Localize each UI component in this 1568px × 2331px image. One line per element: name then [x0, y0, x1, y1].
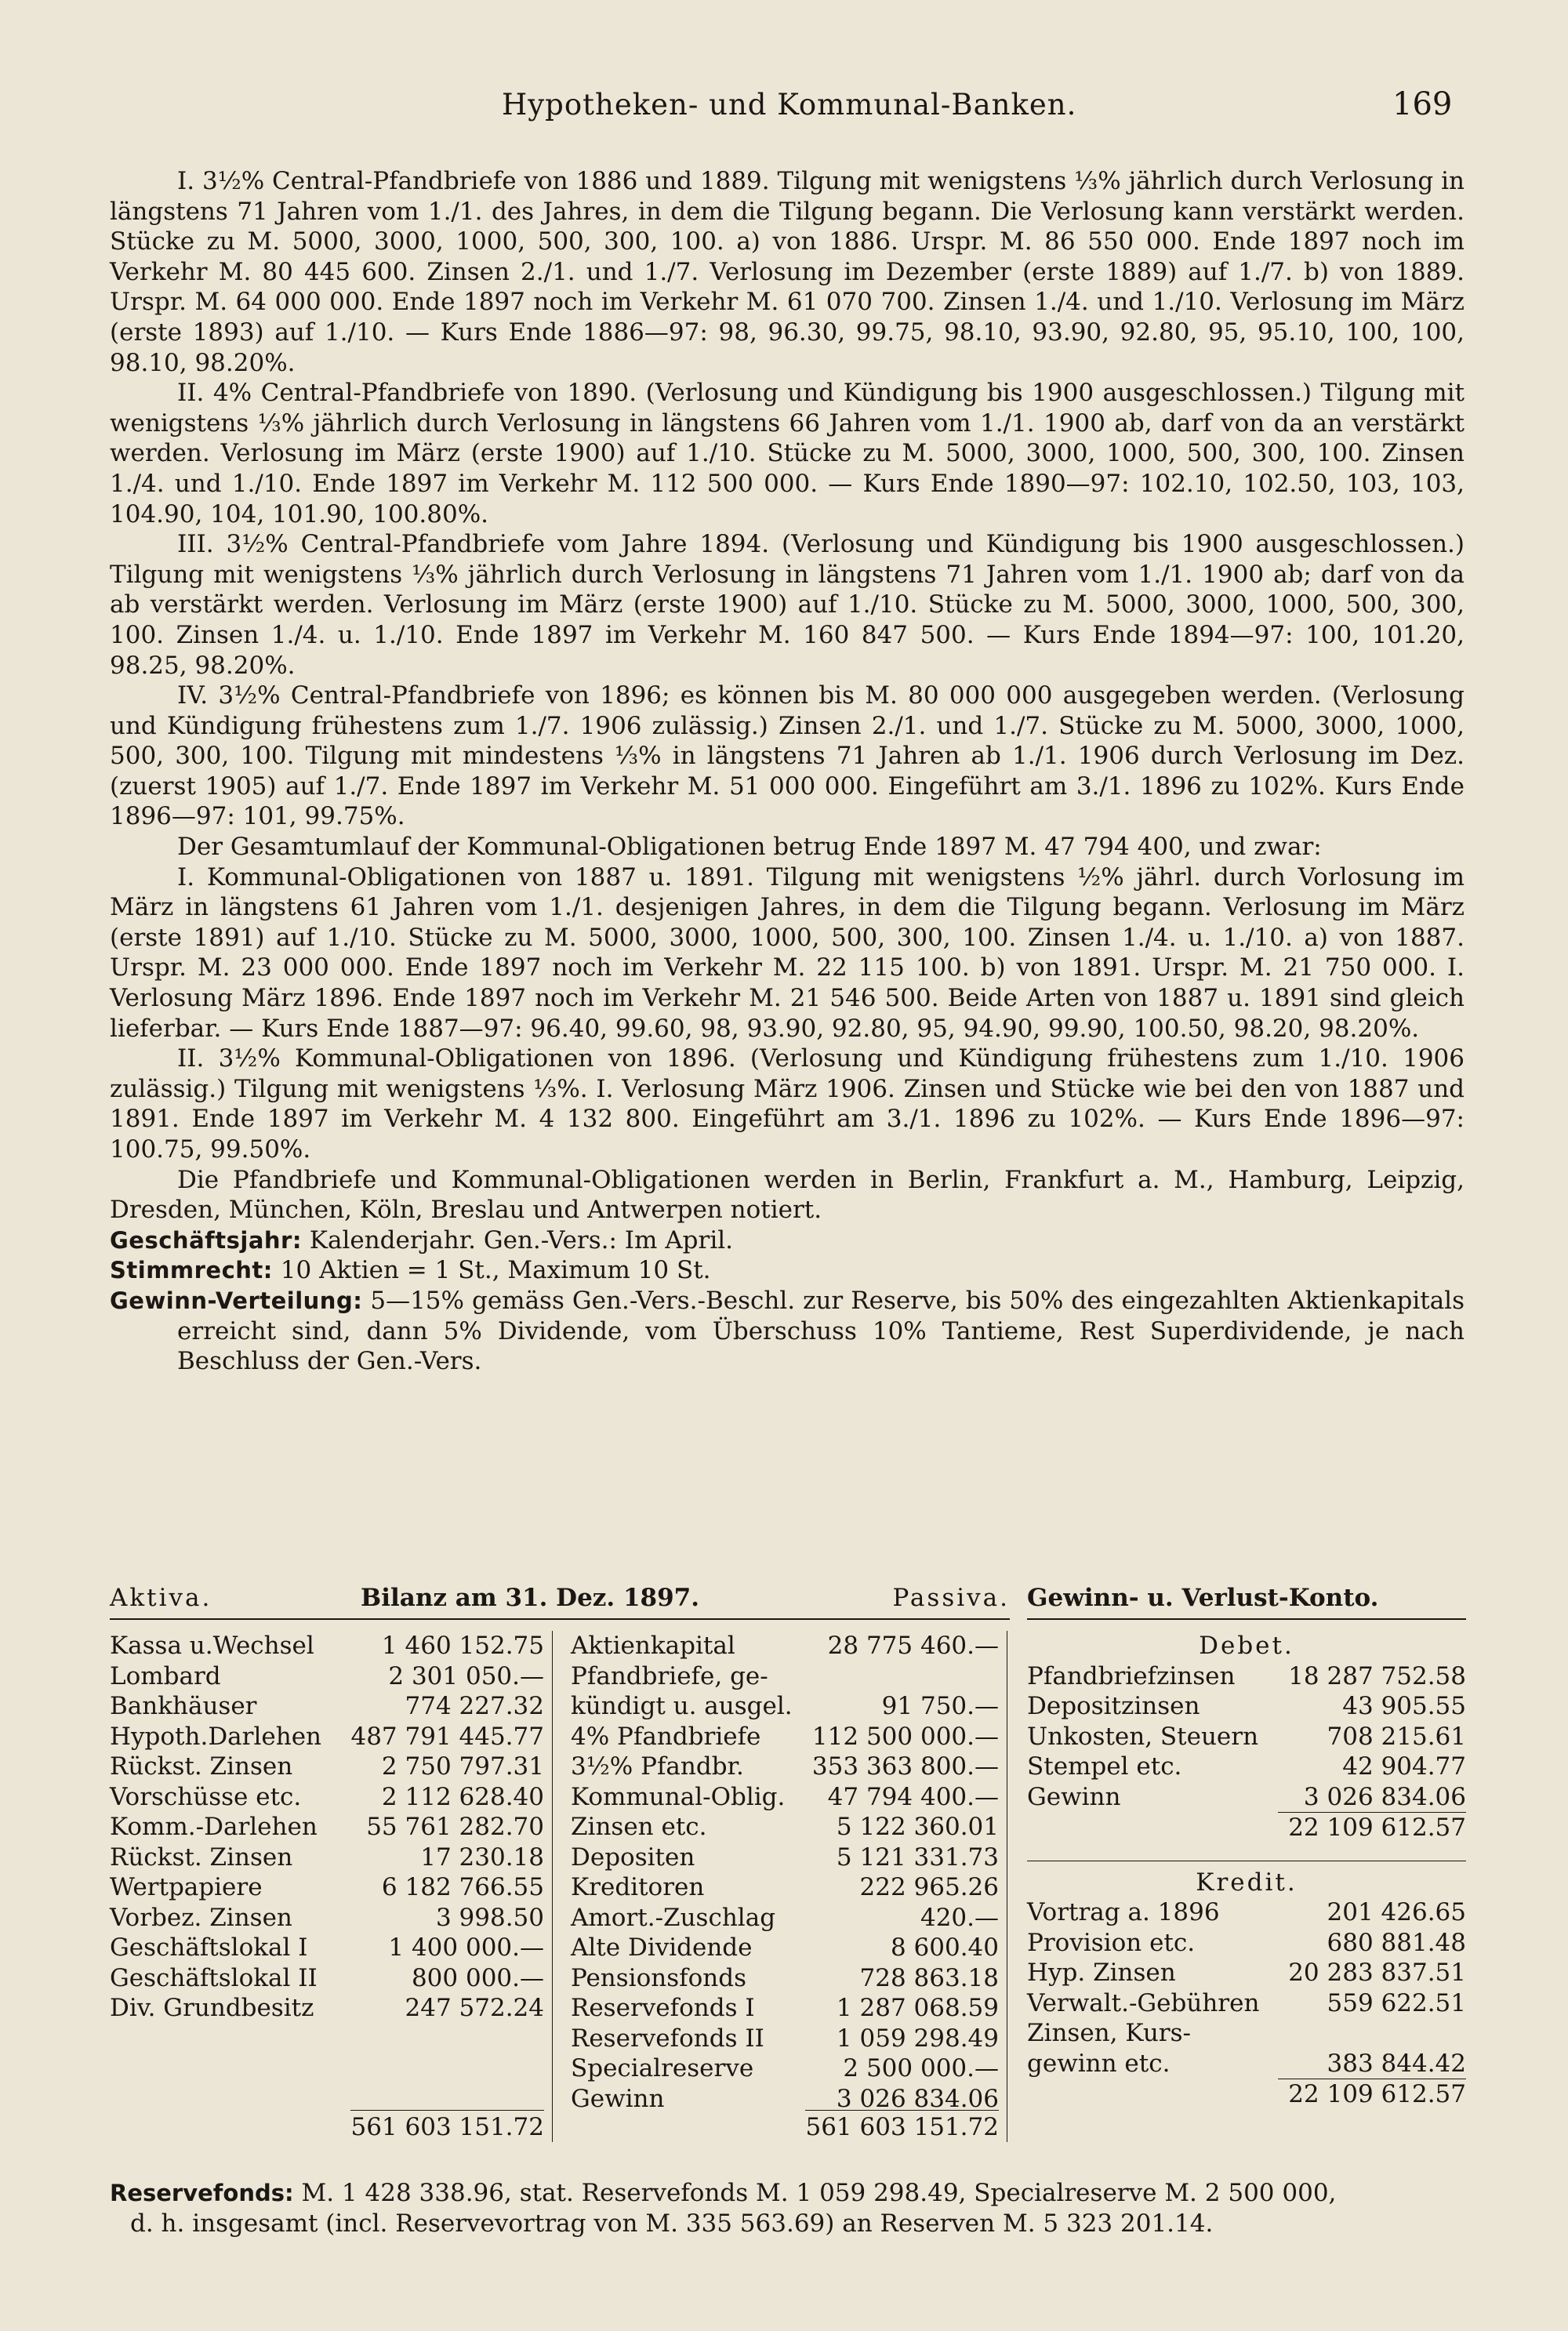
- ledger-value: 8 600.40: [890, 1933, 999, 1962]
- ledger-value: 28 775 460.—: [827, 1632, 999, 1660]
- ledger-value: 3 026 834.06: [836, 2084, 999, 2113]
- ledger-row: [571, 2024, 1007, 2054]
- ledger-label: kündigt u. ausgel.: [571, 1692, 793, 1720]
- ledger-row: [571, 1843, 1007, 1873]
- ledger-label: Zinsen etc.: [571, 1813, 707, 1841]
- ledger-label: Pensionsfonds: [571, 1963, 746, 1992]
- reservefonds-text-2: d. h. insgesamt (incl. Reservevortrag von M. 335 563.69) an Reserven M. 5 323 201.14.: [130, 2209, 1214, 2238]
- ledger-value: 487 791 445.77: [350, 1722, 544, 1751]
- ledger-label: Provision etc.: [1027, 1928, 1196, 1957]
- fact-text: 5—15% gemäss Gen.-Vers.-Beschl. zur Reserve, bis 50% des eingezahlten Aktienkapitals erreicht sind, dann 5% Dividende, vom Überschuss 10% Tantieme, Rest Superdividende, je nach Beschluss der Gen.-Vers.: [177, 1286, 1465, 1376]
- ledger-row: [110, 1843, 552, 1873]
- ledger-value: 420.—: [920, 1903, 999, 1932]
- ledger-value: 42 904.77: [1342, 1752, 1466, 1781]
- ledger-row: [571, 1933, 1007, 1963]
- ledger-value: 91 750.—: [881, 1692, 999, 1720]
- ledger-row: [571, 1722, 1007, 1752]
- profit-loss-account: [1027, 1584, 1466, 2110]
- ledger-label: gewinn etc.: [1027, 2049, 1171, 2078]
- ledger-value: 3 998.50: [435, 1903, 544, 1932]
- ledger-value: 20 283 837.51: [1288, 1959, 1466, 1987]
- ledger-value: 1 400 000.—: [388, 1933, 544, 1962]
- paragraph-central-pfandbriefe-3: III. 3½% Central-Pfandbriefe vom Jahre 1894. (Verlosung und Kündigung bis 1900 ausgeschlossen.) Tilgung mit wenigstens ⅓% jährlich durch Verlosung in längstens 71 Jahren vom 1./1. 1900 ab; darf von da ab verstärkt werden. Verlosung im März (erste 1900) auf 1./10. Stücke zu M. 5000, 3000, 1000, 500, 300, 100. Zinsen 1./4. u. 1./10. Ende 1897 im Verkehr M. 160 847 500. — Kurs Ende 1894—97: 100, 101.20, 98.25, 98.20%.: [110, 530, 1465, 680]
- ledger-row: [110, 1661, 552, 1692]
- ledger-label: 4% Pfandbriefe: [571, 1722, 761, 1751]
- ledger-label: Div. Grundbesitz: [110, 1994, 314, 2022]
- ledger-row: [110, 1782, 552, 1813]
- ledger-label: Geschäftslokal I: [110, 1933, 308, 1962]
- ledger-value: 383 844.42: [1327, 2049, 1466, 2078]
- balance-title-row: [110, 1584, 1010, 1620]
- balance-title: Bilanz am 31. Dez. 1897.: [361, 1584, 700, 1612]
- ledger-value: 6 182 766.55: [381, 1873, 544, 1901]
- ledger-label: Vorschüsse etc.: [110, 1782, 302, 1811]
- aktiva-label: Aktiva.: [110, 1584, 212, 1612]
- ledger-row: [571, 2053, 1007, 2084]
- balance-sheet: [110, 1584, 1010, 2142]
- ledger-row: [1027, 1988, 1466, 2019]
- balance-columns: [110, 1631, 1010, 2142]
- guv-body: [1027, 1631, 1466, 2110]
- fact-text: 10 Aktien = 1 St., Maximum 10 St.: [280, 1256, 711, 1285]
- kredit-label: Kredit.: [1196, 1868, 1298, 1897]
- ledger-label: Lombard: [110, 1661, 221, 1690]
- ledger-row: [110, 1993, 552, 2024]
- ledger-row: [571, 1631, 1007, 1661]
- ledger-label: Vortrag a. 1896: [1027, 1898, 1220, 1926]
- ledger-value: 247 572.24: [405, 1994, 544, 2022]
- ledger-label: Geschäftslokal II: [110, 1963, 318, 1992]
- ledger-value: 1 059 298.49: [836, 2024, 999, 2053]
- fact-label: Geschäftsjahr:: [110, 1226, 302, 1254]
- ledger-row: [571, 1903, 1007, 1933]
- ledger-row: [110, 1631, 552, 1661]
- ledger-label: Kreditoren: [571, 1873, 705, 1901]
- ledger-label: Specialreserve: [571, 2054, 754, 2082]
- paragraph-central-pfandbriefe-1: I. 3½% Central-Pfandbriefe von 1886 und 1889. Tilgung mit wenigstens ⅓% jährlich durch Verlosung in längstens 71 Jahren vom 1./1. des Jahres, in dem die Tilgung begann. Die Verlosung kann verstärkt werden. Stücke zu M. 5000, 3000, 1000, 500, 300, 100. a) von 1886. Urspr. M. 86 550 000. Ende 1897 noch im Verkehr M. 80 445 600. Zinsen 2./1. und 1./7. Verlosung im Dezember (erste 1889) auf 1./7. b) von 1889. Urspr. M. 64 000 000. Ende 1897 noch im Verkehr M. 61 070 700. Zinsen 1./4. und 1./10. Verlosung im März (erste 1893) auf 1./10. — Kurs Ende 1886—97: 98, 96.30, 99.75, 98.10, 93.90, 92.80, 95, 95.10, 100, 100, 98.10, 98.20%.: [110, 167, 1465, 377]
- ledger-label: Depositzinsen: [1027, 1692, 1200, 1720]
- paragraph-central-pfandbriefe-2: II. 4% Central-Pfandbriefe von 1890. (Verlosung und Kündigung bis 1900 ausgeschlossen.) Tilgung mit wenigstens ⅓% jährlich durch Verlosung in längstens 66 Jahren vom 1./1. 1900 ab, darf von da an verstärkt werden. Verlosung im März (erste 1900) auf 1./10. Stücke zu M. 5000, 3000, 1000, 500, 300, 100. Zinsen 1./4. und 1./10. Ende 1897 im Verkehr M. 112 500 000. — Kurs Ende 1890—97: 102.10, 102.50, 103, 103, 104.90, 104, 101.90, 100.80%.: [110, 379, 1465, 528]
- ledger-row: [571, 1993, 1007, 2024]
- ledger-label: Hyp. Zinsen: [1027, 1959, 1176, 1987]
- ledger-value: 5 121 331.73: [836, 1843, 999, 1872]
- ledger-value: 2 112 628.40: [381, 1782, 544, 1811]
- ledger-label: Kommunal-Oblig.: [571, 1782, 786, 1811]
- ledger-value: 17 230.18: [420, 1843, 544, 1872]
- fact-text: Kalenderjahr. Gen.-Vers.: Im April.: [309, 1225, 733, 1254]
- ledger-value: 2 750 797.31: [381, 1752, 544, 1781]
- passiva-column: [571, 1631, 1007, 2142]
- ledger-label: Gewinn: [571, 2084, 665, 2113]
- fact-label: Gewinn-Verteilung:: [110, 1287, 363, 1314]
- ledger-row: [1027, 1958, 1466, 1988]
- ledger-label: Wertpapiere: [110, 1873, 263, 1901]
- ledger-value: 201 426.65: [1327, 1898, 1466, 1926]
- ledger-label: Zinsen, Kurs-: [1027, 2019, 1191, 2047]
- ledger-row: [110, 1812, 552, 1843]
- reservefonds-line-1: [110, 2178, 1465, 2209]
- ledger-row: [110, 1722, 552, 1752]
- ledger-label: Komm.-Darlehen: [110, 1813, 318, 1841]
- ledger-row: [571, 1661, 1007, 1692]
- ledger-row: [110, 1933, 552, 1963]
- passiva-label: Passiva.: [892, 1584, 1010, 1612]
- ledger-row: [571, 1782, 1007, 1813]
- fact-gewinn-verteilung: [110, 1286, 1465, 1377]
- ledger-label: Reservefonds II: [571, 2024, 764, 2053]
- ledger-label: Pfandbriefe, ge-: [571, 1661, 768, 1690]
- ledger-value: 708 215.61: [1327, 1722, 1466, 1751]
- ledger-row: [1027, 1928, 1466, 1959]
- ledger-row: [571, 1812, 1007, 1843]
- ledger-row: [1027, 1691, 1466, 1722]
- ledger-row: [1027, 2049, 1466, 2079]
- ledger-label: Hypoth.Darlehen: [110, 1722, 322, 1751]
- ledger-label: Gewinn: [1027, 1782, 1121, 1811]
- ledger-row: [110, 1691, 552, 1722]
- debet-total: 22 109 612.57: [1278, 1812, 1466, 1843]
- ledger-value: 2 301 050.—: [388, 1661, 544, 1690]
- kredit-total: 22 109 612.57: [1278, 2079, 1466, 2110]
- ledger-value: 18 287 752.58: [1288, 1661, 1466, 1690]
- fact-label: Stimmrecht:: [110, 1257, 273, 1284]
- ledger-value: 1 460 152.75: [381, 1632, 544, 1660]
- passiva-total: 561 603 151.72: [805, 2110, 999, 2142]
- reservefonds-note: [110, 2178, 1465, 2238]
- ledger-row: [110, 1752, 552, 1782]
- ledger-label: Aktienkapital: [571, 1632, 735, 1660]
- ledger-value: 222 965.26: [859, 1873, 999, 1901]
- ledger-label: Unkosten, Steuern: [1027, 1722, 1259, 1751]
- ledger-value: 353 363 800.—: [811, 1752, 999, 1781]
- paragraph-kommunal-2: II. 3½% Kommunal-Obligationen von 1896. (Verlosung und Kündigung frühestens zum 1./10. 1906 zulässig.) Tilgung mit wenigstens ⅓%. I. Verlosung März 1906. Zinsen und Stücke wie bei den von 1887 und 1891. Ende 1897 im Verkehr M. 4 132 800. Eingeführt am 3./1. 1896 zu 102%. — Kurs Ende 1896—97: 100.75, 99.50%.: [110, 1044, 1465, 1164]
- ledger-label: Rückst. Zinsen: [110, 1752, 293, 1781]
- reservefonds-label: Reservefonds:: [110, 2180, 294, 2206]
- ledger-value: 728 863.18: [859, 1963, 999, 1992]
- ledger-value: 55 761 282.70: [366, 1813, 544, 1841]
- ledger-row: [1027, 1661, 1466, 1692]
- paragraph-notierung: Die Pfandbriefe und Kommunal-Obligationen werden in Berlin, Frankfurt a. M., Hamburg, Leipzig, Dresden, München, Köln, Breslau und Antwerpen notiert.: [110, 1165, 1465, 1225]
- guv-title: Gewinn- u. Verlust-Konto.: [1027, 1584, 1379, 1612]
- ledger-label: 3½% Pfandbr.: [571, 1752, 744, 1781]
- body-text: [110, 166, 1465, 1377]
- guv-title-row: [1027, 1584, 1466, 1620]
- ledger-value: 43 905.55: [1342, 1692, 1466, 1720]
- ledger-label: Kassa u.Wechsel: [110, 1632, 314, 1660]
- page-number: 169: [1392, 86, 1453, 122]
- ledger-label: Reservefonds I: [571, 1994, 755, 2022]
- ledger-row: [1027, 1782, 1466, 1813]
- ledger-row: [110, 1903, 552, 1933]
- ledger-label: Alte Dividende: [571, 1933, 753, 1962]
- ledger-value: 3 026 834.06: [1303, 1782, 1466, 1811]
- ledger-value: 1 287 068.59: [836, 1994, 999, 2022]
- ledger-row: [571, 1872, 1007, 1903]
- ledger-value: 2 500 000.—: [843, 2054, 999, 2082]
- ledger-value: 680 881.48: [1327, 1928, 1466, 1957]
- kredit-rows: [1027, 1897, 1466, 2079]
- ledger-value: 47 794 400.—: [827, 1782, 999, 1811]
- running-title: Hypotheken- und Kommunal-Banken.: [502, 88, 1077, 122]
- ledger-row: [1027, 1752, 1466, 1782]
- ledger-value: 5 122 360.01: [836, 1813, 999, 1841]
- ledger-label: Vorbez. Zinsen: [110, 1903, 292, 1932]
- ledger-value: 800 000.—: [411, 1963, 544, 1992]
- ledger-row: [110, 1872, 552, 1903]
- ledger-row: [1027, 1897, 1466, 1928]
- ledger-label: Stempel etc.: [1027, 1752, 1182, 1781]
- ledger-row: [110, 1963, 552, 1994]
- reservefonds-text-1: M. 1 428 338.96, stat. Reservefonds M. 1 059 298.49, Specialreserve M. 2 500 000,: [301, 2179, 1337, 2207]
- fact-stimmrecht: [110, 1255, 1465, 1286]
- debet-rows: [1027, 1661, 1466, 1813]
- ledger-value: [999, 1661, 1007, 1692]
- aktiva-column: [110, 1631, 553, 2142]
- ledger-label: Amort.-Zuschlag: [571, 1903, 776, 1932]
- ledger-row: [1027, 2018, 1466, 2049]
- ledger-label: Depositen: [571, 1843, 695, 1872]
- ledger-row: [571, 1752, 1007, 1782]
- fact-geschaeftsjahr: [110, 1225, 1465, 1256]
- ledger-value: 774 227.32: [405, 1692, 544, 1720]
- paragraph-kommunal-1: I. Kommunal-Obligationen von 1887 u. 1891. Tilgung mit wenigstens ½% jährl. durch Vorlosung im März in längstens 61 Jahren vom 1./1. desjenigen Jahres, in dem die Tilgung begann. Verlosung im März (erste 1891) auf 1./10. Stücke zu M. 5000, 3000, 1000, 500, 300, 100. Zinsen 1./4. u. 1./10. a) von 1887. Urspr. M. 23 000 000. Ende 1897 noch im Verkehr M. 22 115 100. b) von 1891. Urspr. M. 21 750 000. I. Verlosung März 1896. Ende 1897 noch im Verkehr M. 21 546 500. Beide Arten von 1887 u. 1891 sind gleich lieferbar. — Kurs Ende 1887—97: 96.40, 99.60, 98, 93.90, 92.80, 95, 94.90, 99.90, 100.50, 98.20, 98.20%.: [110, 862, 1465, 1043]
- ledger-label: Bankhäuser: [110, 1692, 257, 1720]
- paragraph-kommunal-total: Der Gesamtumlauf der Kommunal-Obligationen betrug Ende 1897 M. 47 794 400, und zwar:: [177, 833, 1322, 862]
- paragraph-central-pfandbriefe-4: IV. 3½% Central-Pfandbriefe von 1896; es können bis M. 80 000 000 ausgegeben werden. (Verlosung und Kündigung frühestens zum 1./7. 1906 zulässig.) Zinsen 2./1. und 1./7. Stücke zu M. 5000, 3000, 1000, 500, 300, 100. Tilgung mit mindestens ⅓% in längstens 71 Jahren ab 1./1. 1906 durch Verlosung im Dez. (zuerst 1905) auf 1./7. Ende 1897 im Verkehr M. 51 000 000. Eingeführt am 3./1. 1896 zu 102%. Kurs Ende 1896—97: 101, 99.75%.: [110, 681, 1465, 831]
- ledger-label: Rückst. Zinsen: [110, 1843, 293, 1872]
- aktiva-total: 561 603 151.72: [350, 2110, 544, 2142]
- ledger-label: Verwalt.-Gebühren: [1027, 1988, 1260, 2017]
- ledger-row: [571, 1691, 1007, 1722]
- ledger-row: [1027, 1722, 1466, 1752]
- ledger-label: Pfandbriefzinsen: [1027, 1661, 1236, 1690]
- ledger-row: [571, 1963, 1007, 1994]
- ledger-value: 112 500 000.—: [811, 1722, 999, 1751]
- ledger-value: 559 622.51: [1327, 1988, 1466, 2017]
- debet-label: Debet.: [1199, 1632, 1294, 1660]
